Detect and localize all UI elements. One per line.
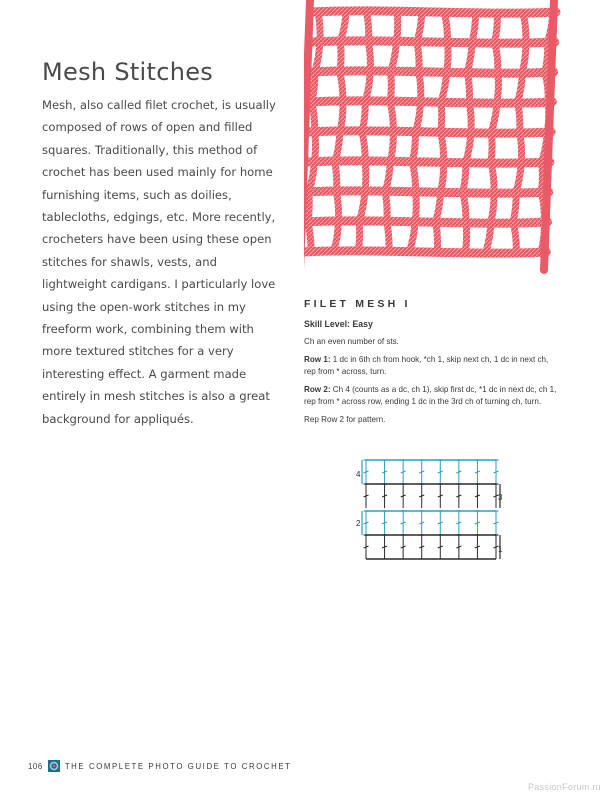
intro-paragraph: Mesh, also called filet crochet, is usually composed of rows of open and filled squares. Traditionally, this method of crochet has been used mainly for home furnishing items, such as doilies, tablecloths, edgings, etc. More recently, crocheters have been using these open stitches for shawls, vests, and lightweight cardigans. I particularly love using the open-work stitches in my freeform work, combining them with more textured stitches for a very interesting effect. A garment made entirely in mesh stitches is also a great background for appliqués.	[42, 98, 276, 426]
chart-row-label-1: 1	[498, 545, 503, 554]
chain-instruction: Ch an even number of sts.	[304, 337, 399, 346]
book-logo-icon	[48, 760, 60, 772]
chart-row-label-4: 4	[356, 470, 361, 479]
watermark: PassionForum.ru	[527, 782, 601, 792]
footer	[28, 759, 292, 773]
mesh-row	[305, 191, 549, 193]
book-title: THE COMPLETE PHOTO GUIDE TO CROCHET	[64, 761, 292, 771]
mesh-row	[304, 221, 548, 223]
mesh-row	[304, 251, 546, 253]
skill-level: Skill Level: Easy	[304, 319, 373, 329]
mesh-swatch-photo	[304, 0, 561, 276]
mesh-row	[312, 11, 556, 13]
stitch-chart	[350, 456, 510, 566]
row1-text: 1 dc in 6th ch from hook, *ch 1, skip next ch, 1 dc in next ch, rep from * across, turn.	[304, 355, 549, 376]
chart-row-label-2: 2	[356, 519, 361, 528]
row2-text: Ch 4 (counts as a dc, ch 1), skip first dc, *1 dc in next dc, ch 1, rep from * across row, ending 1 dc in the 3rd ch of turning ch, turn.	[304, 385, 557, 406]
row1-instruction	[304, 354, 560, 378]
page-number: 106	[28, 761, 43, 771]
pattern-title: FILET MESH I	[304, 298, 411, 310]
mesh-row	[308, 101, 552, 103]
row2-label: Row 2:	[304, 385, 331, 394]
page-title: Mesh Stitches	[42, 58, 214, 86]
mesh-row	[306, 161, 550, 163]
mesh-row	[311, 41, 555, 43]
pattern-block	[304, 298, 560, 432]
mesh-row	[307, 131, 551, 133]
row1-label: Row 1:	[304, 355, 331, 364]
repeat-instruction: Rep Row 2 for pattern.	[304, 415, 386, 424]
mesh-row	[310, 71, 554, 73]
chart-row-label-3: 3	[498, 493, 503, 502]
row2-instruction	[304, 384, 560, 408]
